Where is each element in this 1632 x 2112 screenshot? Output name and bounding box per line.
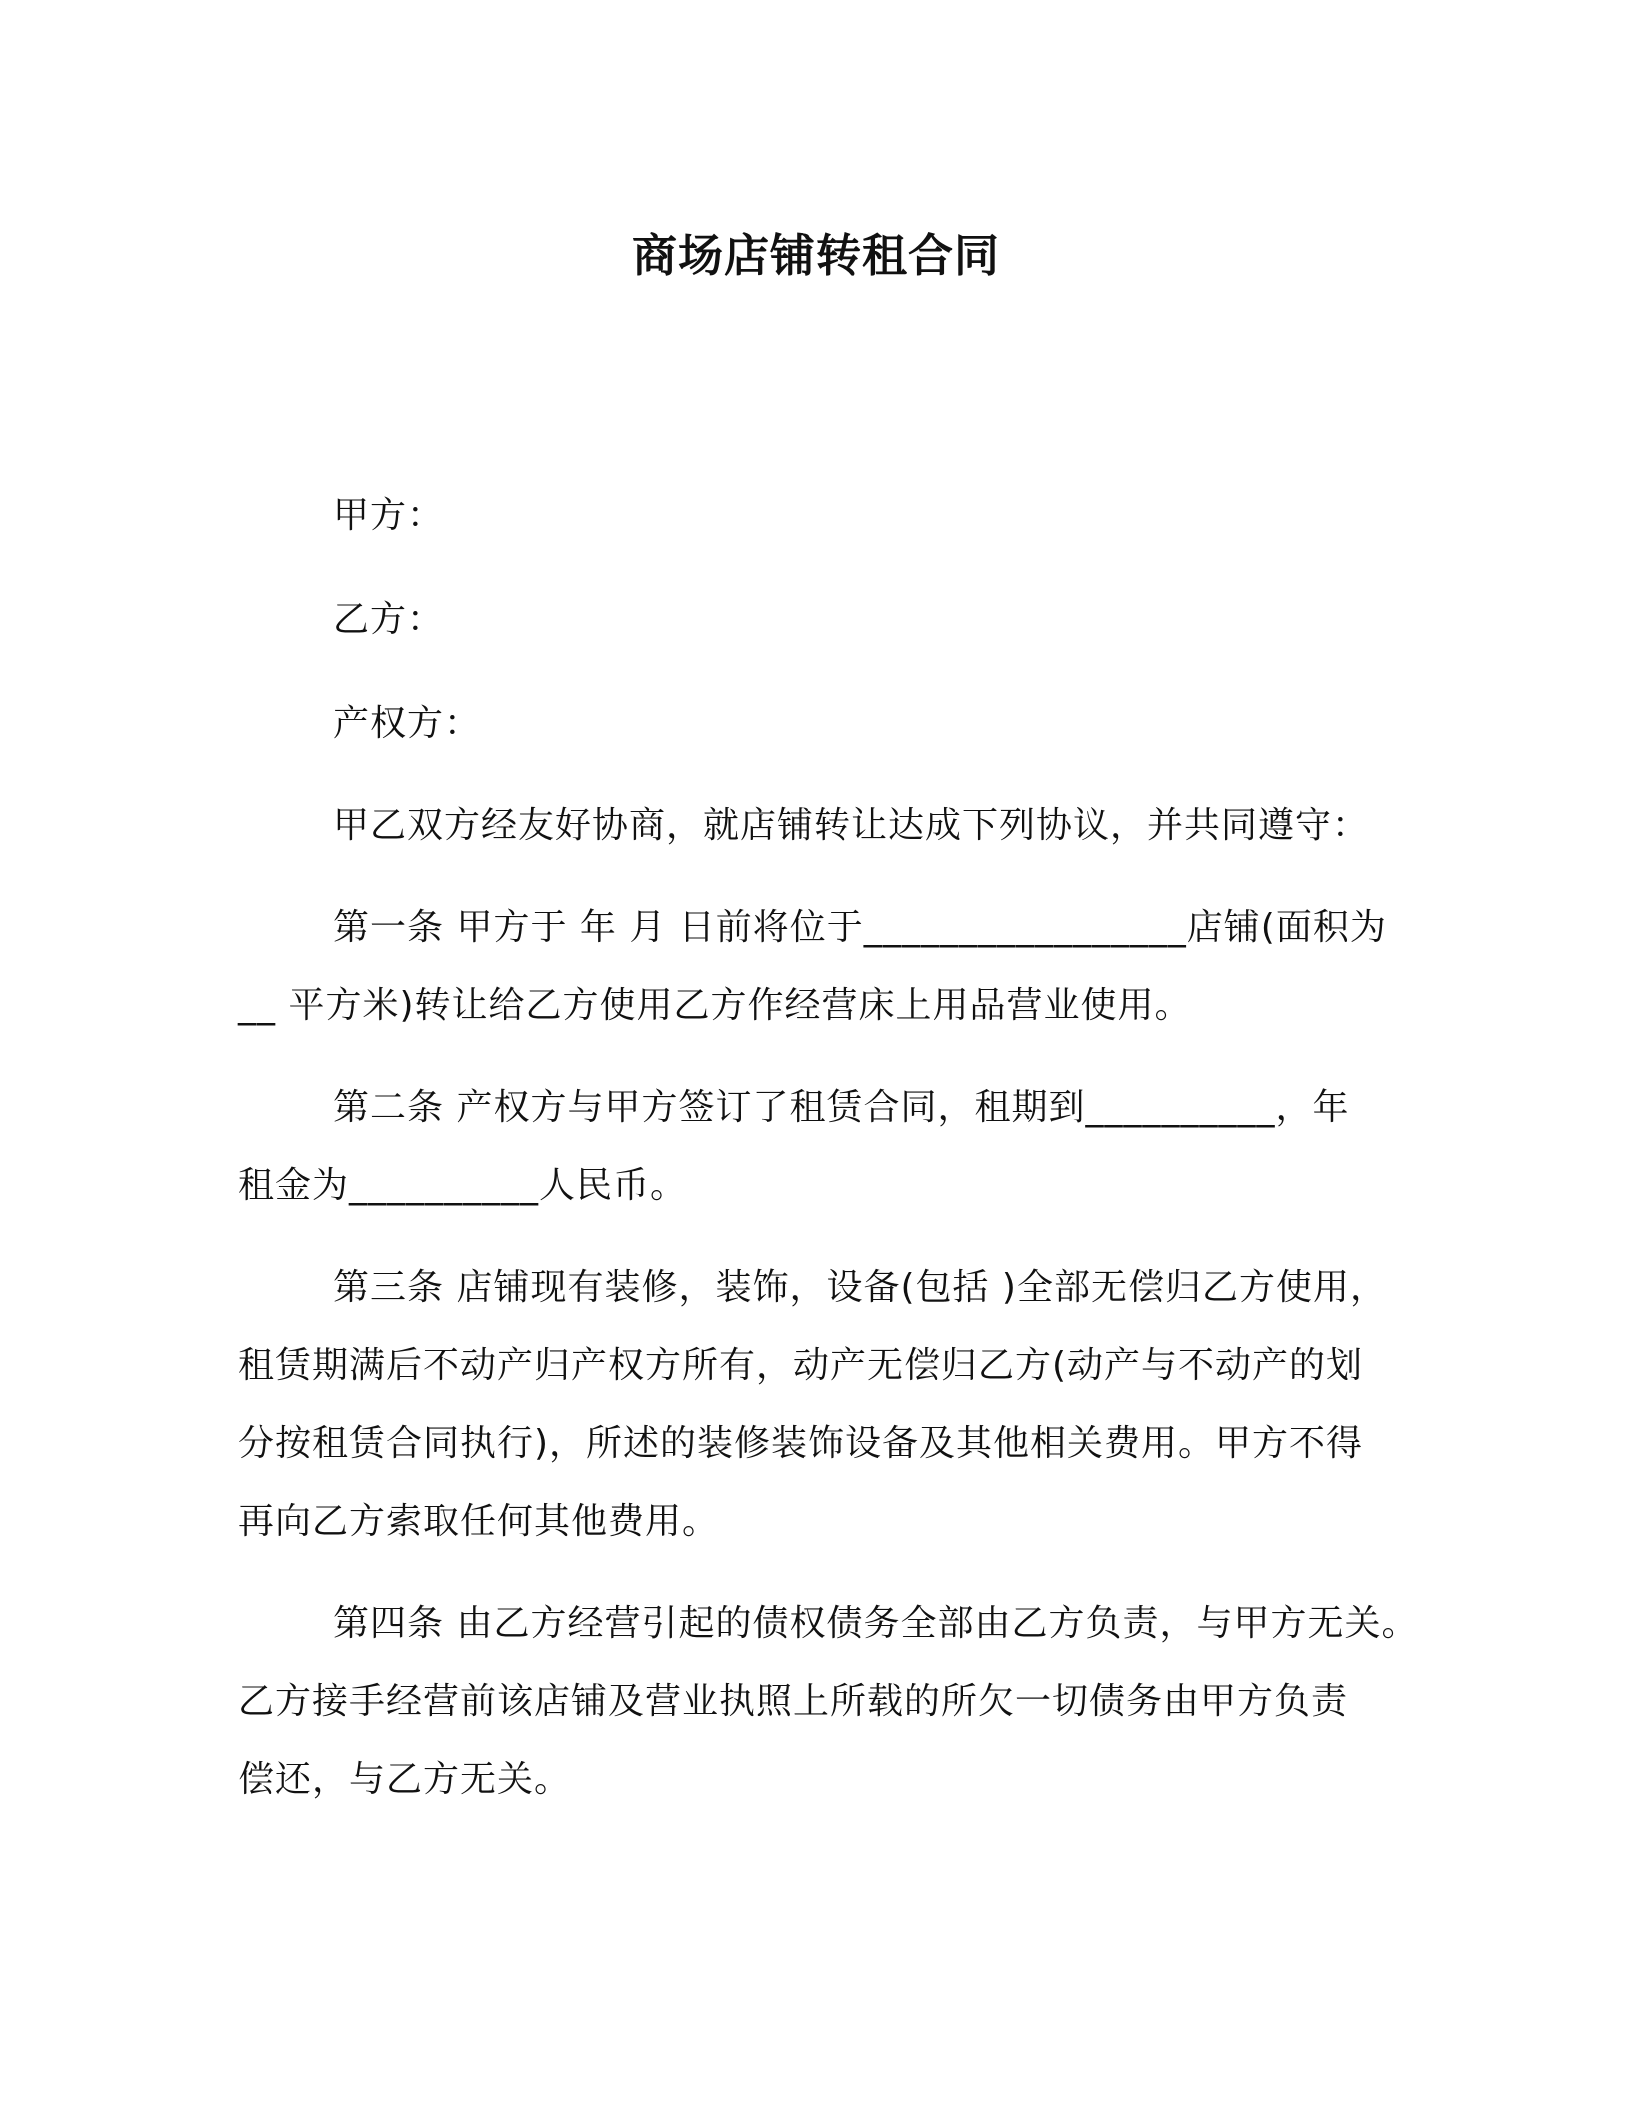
party-a-label: 甲方： (333, 495, 445, 536)
article-3-line-2: 租赁期满后不动产归产权方所有，动产无偿归乙方(动产与不动产的划 (238, 1345, 1364, 1386)
intro-paragraph: 甲乙双方经友好协商，就店铺转让达成下列协议，并共同遵守： (333, 805, 1370, 846)
document-title: 商场店铺转租合同 (631, 229, 1000, 282)
article-3-line-3: 分按租赁合同执行)，所述的装修装饰设备及其他相关费用。甲方不得 (238, 1423, 1364, 1464)
owner-label: 产权方： (333, 703, 482, 744)
article-2-line-1: 第二条 产权方与甲方签订了租赁合同，租期到__________，年 (333, 1087, 1350, 1128)
article-1-line-1: 第一条 甲方于 年 月 日前将位于_________________店铺(面积为 (333, 907, 1387, 948)
article-4-line-3: 偿还，与乙方无关。 (238, 1759, 572, 1800)
article-1-line-2: __ 平方米)转让给乙方使用乙方作经营床上用品营业使用。 (238, 985, 1192, 1026)
article-2-line-2: 租金为__________人民币。 (238, 1165, 688, 1206)
article-4-line-2: 乙方接手经营前该店铺及营业执照上所载的所欠一切债务由甲方负责 (238, 1681, 1349, 1722)
article-3-line-1: 第三条 店铺现有装修，装饰，设备(包括 )全部无偿归乙方使用， (333, 1267, 1387, 1308)
party-b-label: 乙方： (333, 599, 445, 640)
article-3-line-4: 再向乙方索取任何其他费用。 (238, 1501, 720, 1542)
article-4-line-1: 第四条 由乙方经营引起的债权债务全部由乙方负责，与甲方无关。 (333, 1603, 1419, 1644)
